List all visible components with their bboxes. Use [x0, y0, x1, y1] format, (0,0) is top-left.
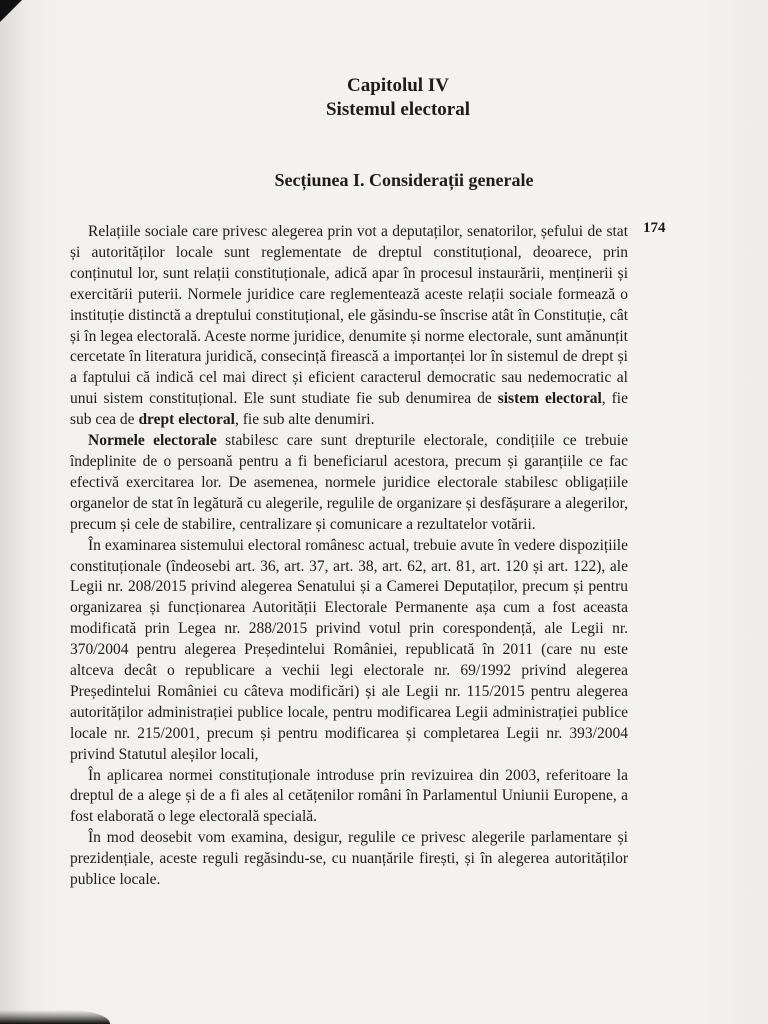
- scan-bottom-shadow: [0, 1010, 110, 1024]
- paragraph-4: În aplicarea normei constituționale introduse prin revizuirea din 2003, referitoare la dreptul de a alege și de a fi ales al cetățenilor români în Parlamentul Uniunii Europene, a fost elaborată o lege electorală specială.: [70, 766, 628, 826]
- chapter-heading: [0, 74, 768, 122]
- paragraph-2: Normele electorale stabilesc care sunt drepturile electorale, condițiile ce trebuie îndeplinite de o persoană pentru a fi beneficiarul acestora, precum și garanțiile ce fac efectivă exercitarea lor. De asemenea, normele juridice electorale stabilesc obligațiile organelor de stat în legătură cu alegerile, regulile de organizare și desfășurare a alegerilor, precum și cele de stabilire, centralizare și comunicare a rezultatelor votării.: [70, 432, 628, 533]
- scan-corner-shadow: [0, 0, 22, 22]
- chapter-title: Sistemul electoral: [325, 99, 471, 120]
- body-text: [70, 222, 628, 891]
- paragraph-1: Relațiile sociale care privesc alegerea prin vot a deputaților, senatorilor, șefului de stat și autorităților locale sunt reglementate de dreptul constituțional, deoarece, prin conținutul lor, sunt relații constituționale, adică apar în procesul instaurării, menținerii și exercitării puterii. Normele juridice care reglementează aceste relații sociale formează o instituție distinctă a dreptului constituțional, ele găsindu-se înscrise atât în Constituție, cât și în legea electorală. Aceste norme juridice, denumite și norme electorale, sunt amănunțit cercetate în literatura juridică, consecință firească a importanței lor în sistemul de drept și a faptului că indică cel mai direct și eficient caracterul democratic sau nedemocratic al unui sistem constituțional. Ele sunt studiate fie sub denumirea de sistem electoral, fie sub cea de drept electoral, fie sub alte denumiri.: [70, 223, 628, 429]
- chapter-number: Capitolul IV: [347, 75, 449, 96]
- section-heading: Secțiunea I. Considerații generale: [274, 170, 534, 190]
- paragraph-3: În examinarea sistemului electoral românesc actual, trebuie avute în vedere dispozițiile constituționale (îndeosebi art. 36, art. 37, art. 38, art. 62, art. 81, art. 120 și art. 122), ale Legii nr. 208/2015 privind alegerea Senatului și a Camerei Deputaților, precum și pentru organizarea și funcționarea Autorității Electorale Permanente așa cum a fost aceasta modificată prin Legea nr. 288/2015 privind votul prin corespondență, ale Legii nr. 370/2004 pentru alegerea Președintelui României, republicată în 2011 (care nu este altceva decât o republicare a vechii legi electorale nr. 69/1992 privind alegerea Președintelui României cu câteva modificări) și ale Legii nr. 115/2015 pentru alegerea autorităților administrației publice locale, pentru modificarea Legii administrației publice locale nr. 215/2001, precum și pentru modificarea și completarea Legii nr. 393/2004 privind Statutul aleșilor locali,: [70, 536, 628, 763]
- margin-paragraph-number: 174: [643, 220, 666, 236]
- paragraph-5: În mod deosebit vom examina, desigur, regulile ce privesc alegerile parlamentare și prezidențiale, aceste reguli regăsindu-se, cu nuanțările firești, și în alegerea autorităților publice locale.: [70, 829, 628, 889]
